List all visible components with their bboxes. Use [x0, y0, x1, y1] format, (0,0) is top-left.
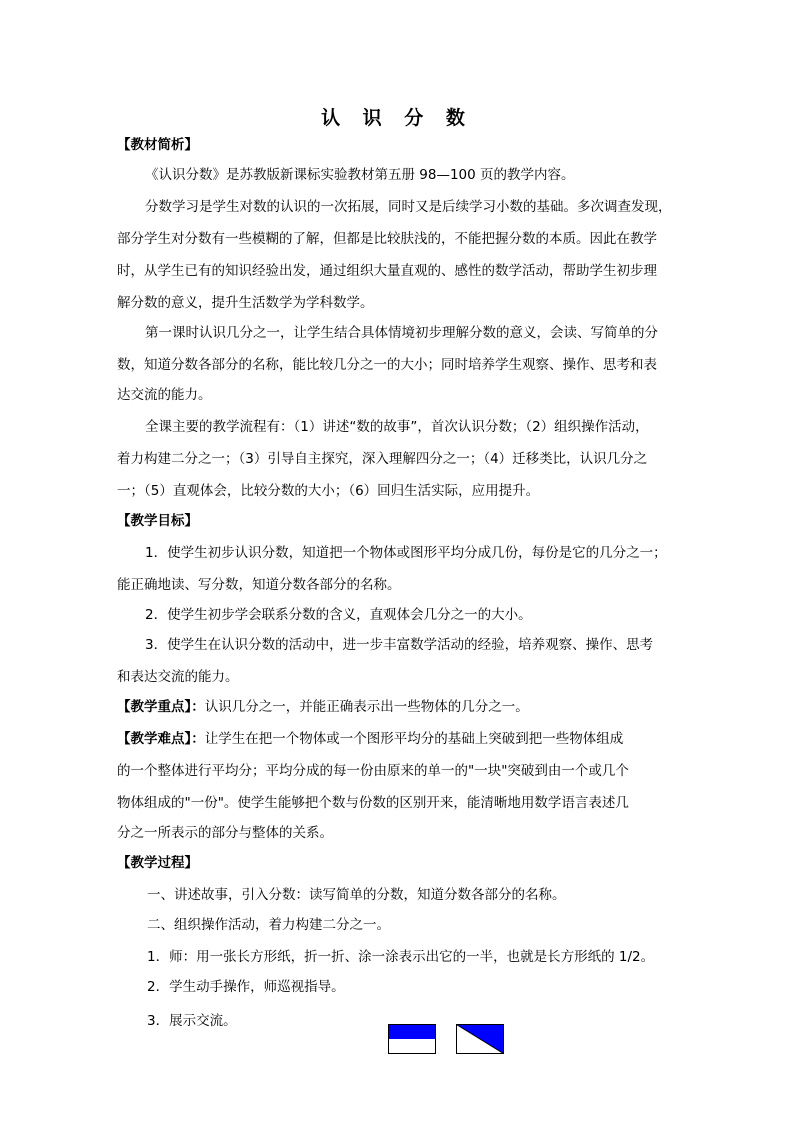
brief-paragraph-4-line: 一；（5）直观体会，比较分数的大小；（6）回归生活实际，应用提升。	[117, 483, 540, 499]
goal-heading: 【教学目标】	[117, 513, 198, 529]
process-step-2-2: 2．学生动手操作，师巡视指导。	[147, 979, 345, 995]
key-point	[117, 698, 677, 716]
goal-2: 2．使学生初步学会联系分数的含义，直观体会几分之一的大小。	[145, 607, 532, 623]
difficulty-line: 的一个整体进行平均分；平均分成的每一份由原来的单一的"一块"突破到由一个或几个	[117, 763, 629, 779]
brief-paragraph-3-line: 第一课时认识几分之一，让学生结合具体情境初步理解分数的意义，会读、写简单的分	[145, 325, 658, 341]
shaded-half	[389, 1025, 435, 1039]
document-title: 认 识 分 数	[321, 107, 473, 129]
process-heading: 【教学过程】	[117, 855, 198, 871]
difficulty-text: 让学生在把一个物体或一个图形平均分的基础上突破到把一些物体组成	[204, 731, 624, 747]
fraction-figures	[388, 1024, 508, 1058]
key-point-label: 【教学重点】：	[117, 699, 205, 715]
goal-1-line: 1．使学生初步认识分数，知道把一个物体或图形平均分成几份，每份是它的几分之一；	[145, 545, 667, 561]
brief-paragraph-2-line: 解分数的意义，提升生活数学为学科数学。	[117, 295, 374, 311]
goal-3-line: 3．使学生在认识分数的活动中，进一步丰富数学活动的经验，培养观察、操作、思考	[145, 637, 654, 653]
brief-paragraph-2-line: 部分学生对分数有一些模糊的了解，但都是比较肤浅的，不能把握分数的本质。因此在教学	[117, 231, 657, 247]
difficulty-line	[117, 730, 677, 748]
brief-paragraph-2-line: 时，从学生已有的知识经验出发，通过组织大量直观的、感性的数学活动，帮助学生初步理	[117, 263, 657, 279]
brief-paragraph-3-line: 数，知道分数各部分的名称，能比较几分之一的大小；同时培养学生观察、操作、思考和表	[117, 357, 657, 373]
half-rectangle-horizontal-figure	[388, 1024, 436, 1054]
brief-heading: 【教材简析】	[117, 137, 198, 153]
brief-paragraph-2-line: 分数学习是学生对数的认识的一次拓展，同时又是后续学习小数的基础。多次调查发现，	[145, 199, 672, 215]
difficulty-line: 分之一所表示的部分与整体的关系。	[117, 825, 333, 841]
process-step-2-1: 1．师：用一张长方形纸，折一折、涂一涂表示出它的一半，也就是长方形纸的 1/2。	[147, 949, 655, 965]
brief-paragraph-3-line: 达交流的能力。	[117, 387, 212, 403]
goal-3-line: 和表达交流的能力。	[117, 669, 239, 685]
half-rectangle-diagonal-figure	[456, 1024, 504, 1054]
brief-paragraph-4-line: 着力构建二分之一；（3）引导自主探究，深入理解四分之一；（4）迁移类比，认识几分之	[117, 451, 648, 467]
process-step-2-3: 3．展示交流。	[147, 1013, 237, 1029]
difficulty-label: 【教学难点】：	[117, 731, 205, 747]
process-step-2: 二、组织操作活动，着力构建二分之一。	[147, 917, 390, 933]
process-step-1: 一、讲述故事，引入分数：读写简单的分数，知道分数各部分的名称。	[147, 887, 566, 903]
goal-1-line: 能正确地读、写分数，知道分数各部分的名称。	[117, 577, 401, 593]
brief-paragraph-1: 《认识分数》是苏教版新课标实验教材第五册 98—100 页的教学内容。	[145, 167, 575, 183]
brief-paragraph-4-line: 全课主要的教学流程有：（1）讲述“数的故事”，首次认识分数；（2）组织操作活动，	[145, 419, 649, 435]
difficulty-line: 物体组成的"一份"。使学生能够把个数与份数的区别开来，能清晰地用数学语言表述几	[117, 795, 629, 811]
key-point-text: 认识几分之一，并能正确表示出一些物体的几分之一。	[204, 699, 529, 715]
